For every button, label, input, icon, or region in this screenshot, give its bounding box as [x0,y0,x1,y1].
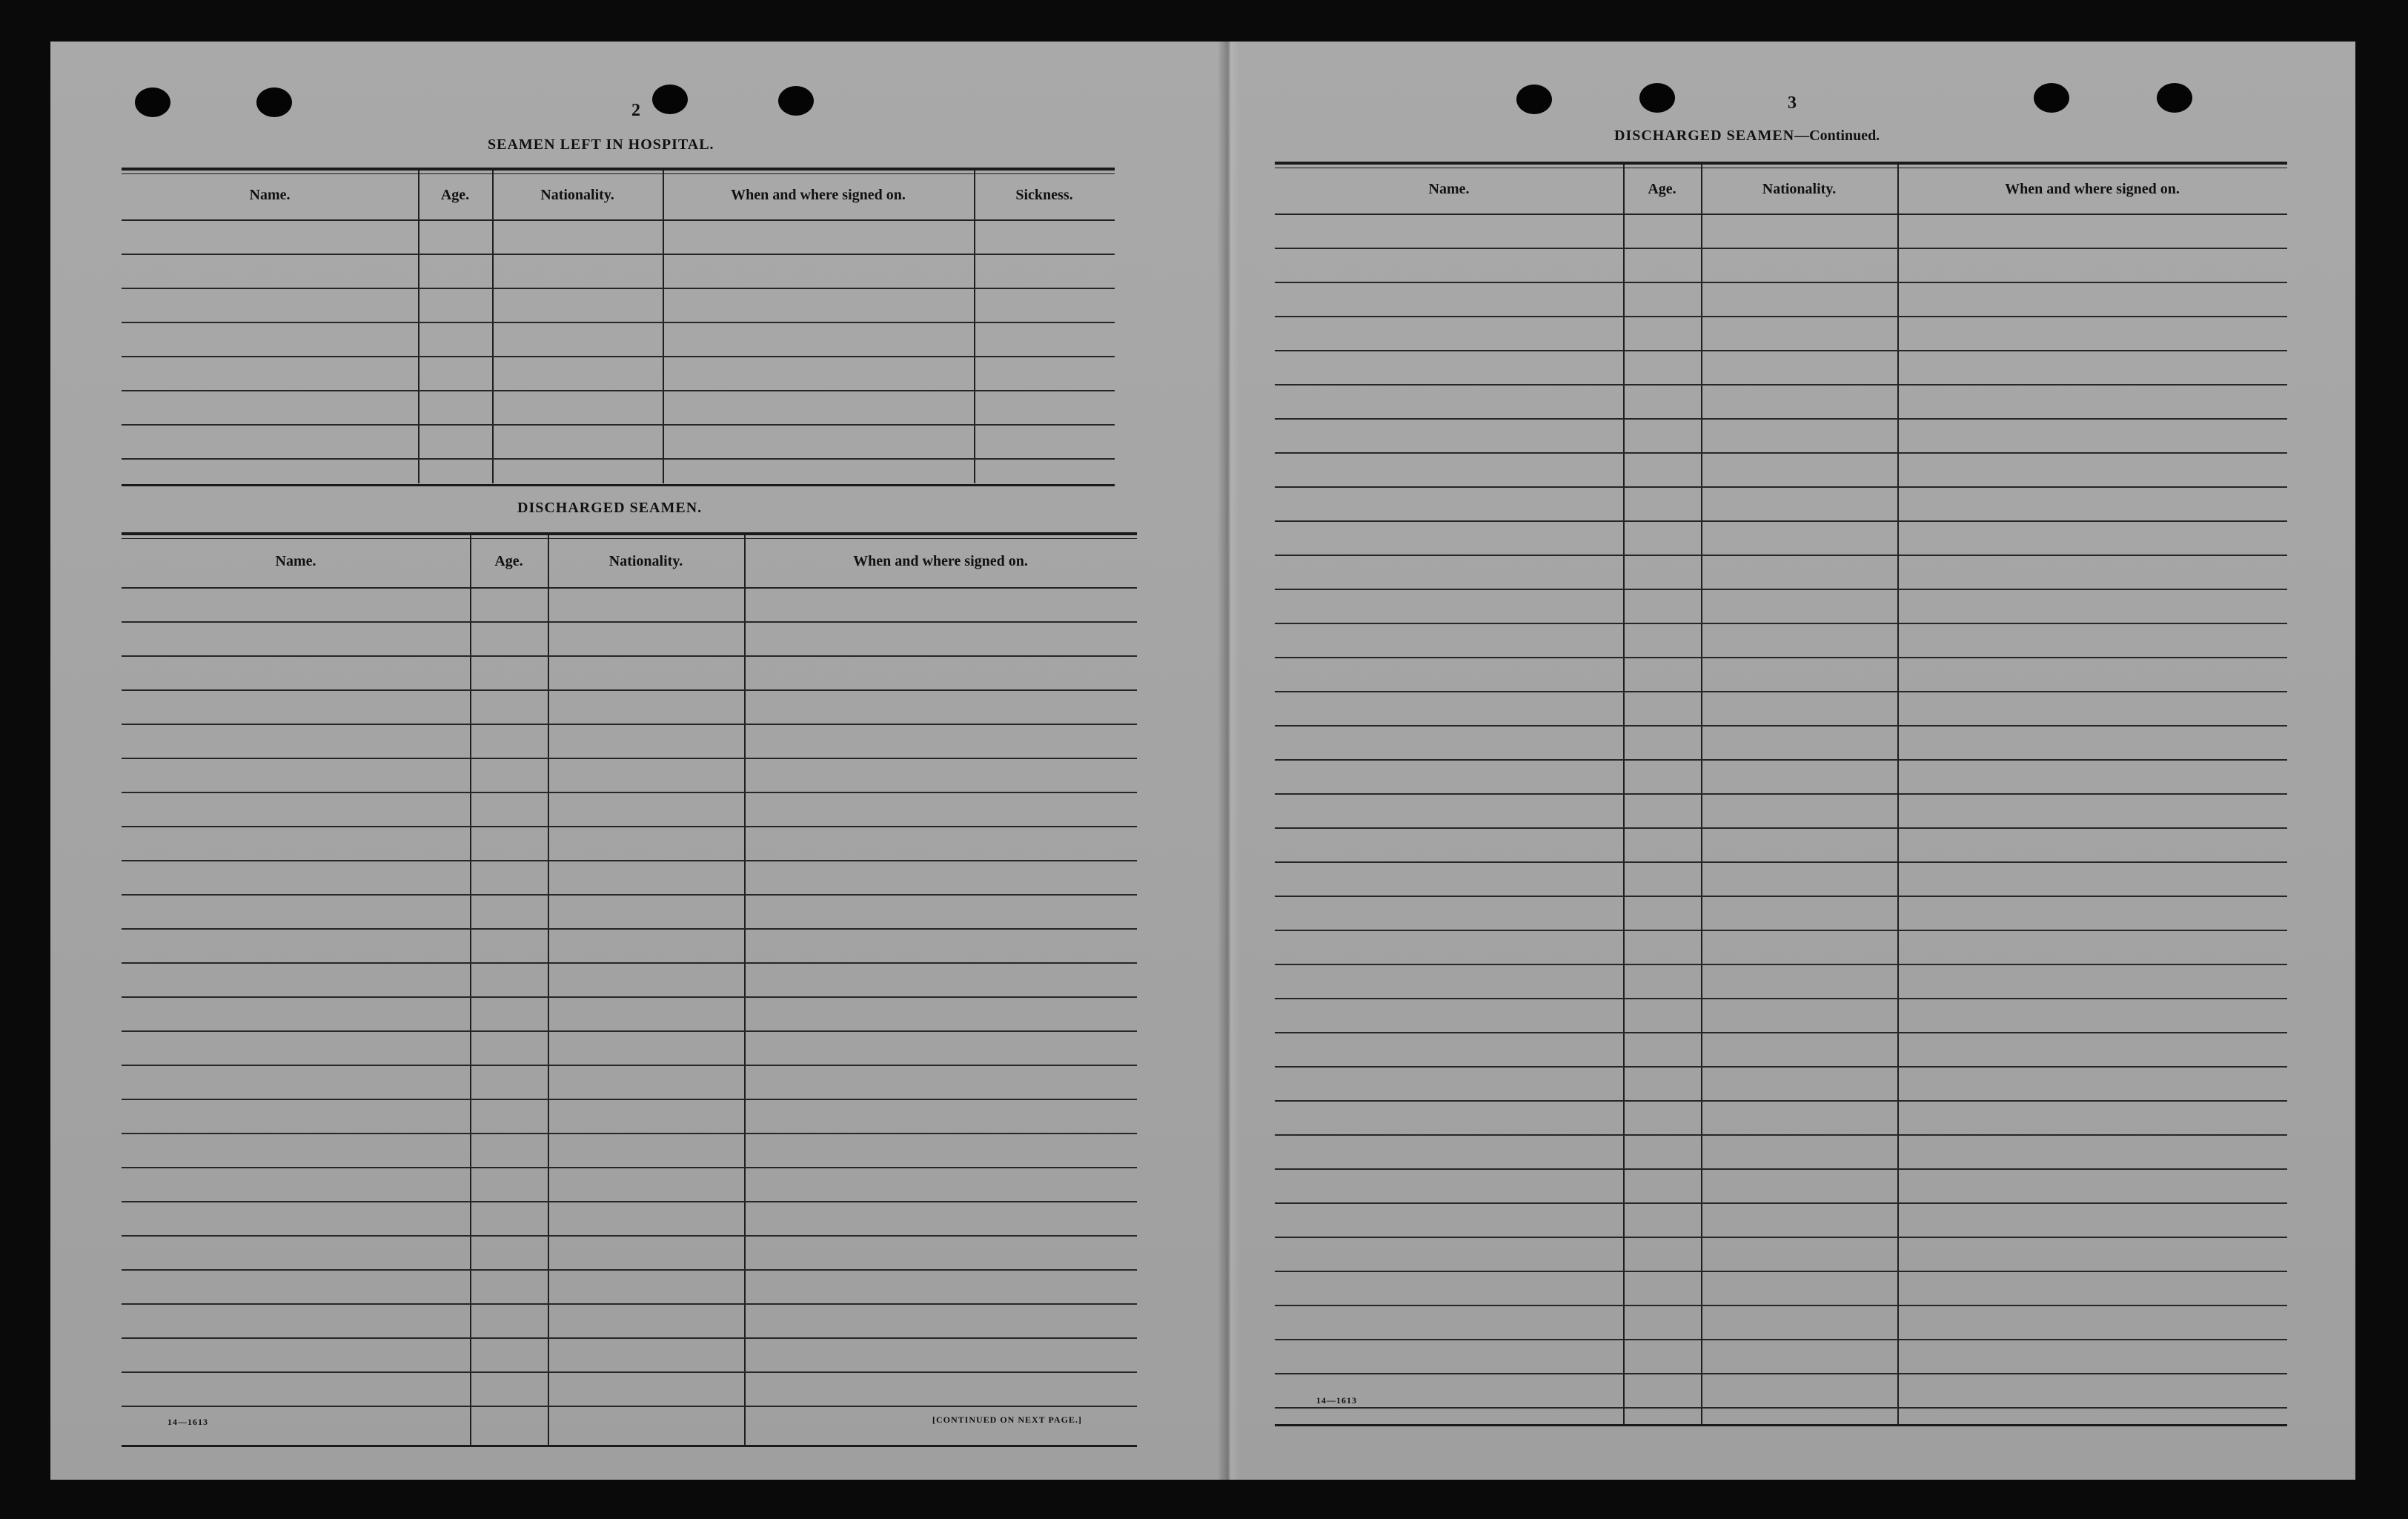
table-row [1275,486,2287,488]
table-row [1275,282,2287,283]
table-row [122,1065,1137,1066]
table-row [1275,452,2287,454]
column-header-signed-on: When and where signed on. [853,552,1028,569]
column-header-name: Name. [275,552,316,569]
table-row [1275,589,2287,590]
hospital-section-title: SEAMEN LEFT IN HOSPITAL. [488,136,714,153]
table-row [122,1099,1137,1100]
table-row [122,288,1115,289]
form-number: 14—1613 [168,1417,208,1427]
hospital-table [122,168,1115,483]
table-row [122,962,1137,964]
page-number: 3 [1788,93,1797,113]
table-row [1275,1134,2287,1136]
table-row [1275,998,2287,999]
table-row [122,792,1137,793]
table-row [122,1371,1137,1373]
column-header-name: Name. [249,186,291,203]
table-row [122,356,1115,357]
table-row [122,894,1137,896]
table-row [122,928,1137,930]
section-title-suffix: —Continued. [1794,128,1880,144]
table-row [122,1201,1137,1202]
discharged-continued-table-rows [1275,214,2287,1426]
table-row [1275,1100,2287,1102]
table-row [122,621,1137,623]
table-row [1275,1373,2287,1374]
punch-hole [2034,83,2069,113]
table-row [122,1303,1137,1305]
table-row [1275,1339,2287,1340]
document-sheet [50,42,2355,1480]
table-row [1275,861,2287,863]
form-number: 14—1613 [1316,1395,1357,1406]
column-header-name: Name. [1428,180,1470,197]
hospital-table-header [122,171,1115,221]
table-row [1275,657,2287,658]
table-row [1275,1305,2287,1306]
table-row [122,1235,1137,1237]
table-row [122,655,1137,657]
column-header-age: Age. [440,186,470,203]
column-header-nationality: Nationality. [608,552,683,569]
table-row [122,826,1137,827]
page-number: 2 [631,101,640,120]
discharged-table-header [122,535,1137,589]
table-row [1275,691,2287,692]
discharged-continued-table-header [1275,165,2287,215]
page-fold [1218,42,1240,1480]
punch-hole [1516,85,1552,114]
table-row [1275,1237,2287,1238]
table-row [122,390,1115,391]
punch-hole [2157,83,2192,113]
punch-hole [1639,83,1675,113]
table-row [1275,520,2287,522]
table-row [1275,350,2287,351]
discharged-table [122,532,1137,1447]
table-row [1275,1271,2287,1272]
table-row [1275,316,2287,317]
table-row [122,724,1137,725]
table-row [122,1269,1137,1271]
punch-hole [778,86,814,116]
table-row [1275,930,2287,931]
table-row [122,254,1115,255]
table-row [122,1030,1137,1032]
column-header-nationality: Nationality. [1762,180,1837,197]
discharged-table-rows [122,587,1137,1447]
discharged-continued-title [1614,128,1880,145]
table-row [122,1406,1137,1407]
table-row [1275,418,2287,420]
table-row [1275,1032,2287,1033]
column-header-signed-on: When and where signed on. [2005,180,2180,197]
discharged-continued-table [1275,162,2287,1426]
punch-hole [256,87,292,117]
table-row [122,322,1115,323]
column-header-age: Age. [1648,180,1676,197]
hospital-table-rows [122,219,1115,483]
table-row [1275,793,2287,795]
table-row [1275,827,2287,829]
table-row [1275,384,2287,385]
table-row [122,860,1137,861]
table-row [1275,623,2287,624]
continued-note: [CONTINUED ON NEXT PAGE.] [932,1414,1082,1425]
column-header-age: Age. [494,552,523,569]
table-row [122,996,1137,998]
table-row [1275,725,2287,727]
table-row [1275,964,2287,965]
table-row [122,689,1137,691]
column-header-nationality: Nationality. [540,186,614,203]
table-row [1275,896,2287,897]
punch-hole [135,87,170,117]
table-row [1275,1202,2287,1204]
column-header-sickness: Sickness. [1015,186,1073,203]
table-row [1275,759,2287,761]
punch-hole [652,85,688,114]
table-row [122,1133,1137,1134]
table-row [122,424,1115,426]
table-row [1275,1407,2287,1409]
table-row [1275,248,2287,249]
table-row [1275,1066,2287,1068]
table-row [122,1167,1137,1168]
table-row [1275,555,2287,556]
table-row [1275,1168,2287,1170]
table-row [122,458,1115,460]
section-title-text: DISCHARGED SEAMEN [1614,128,1795,144]
column-header-signed-on: When and where signed on. [731,186,906,203]
table-row [122,1337,1137,1339]
discharged-section-title: DISCHARGED SEAMEN. [517,500,703,516]
table-row [122,758,1137,759]
